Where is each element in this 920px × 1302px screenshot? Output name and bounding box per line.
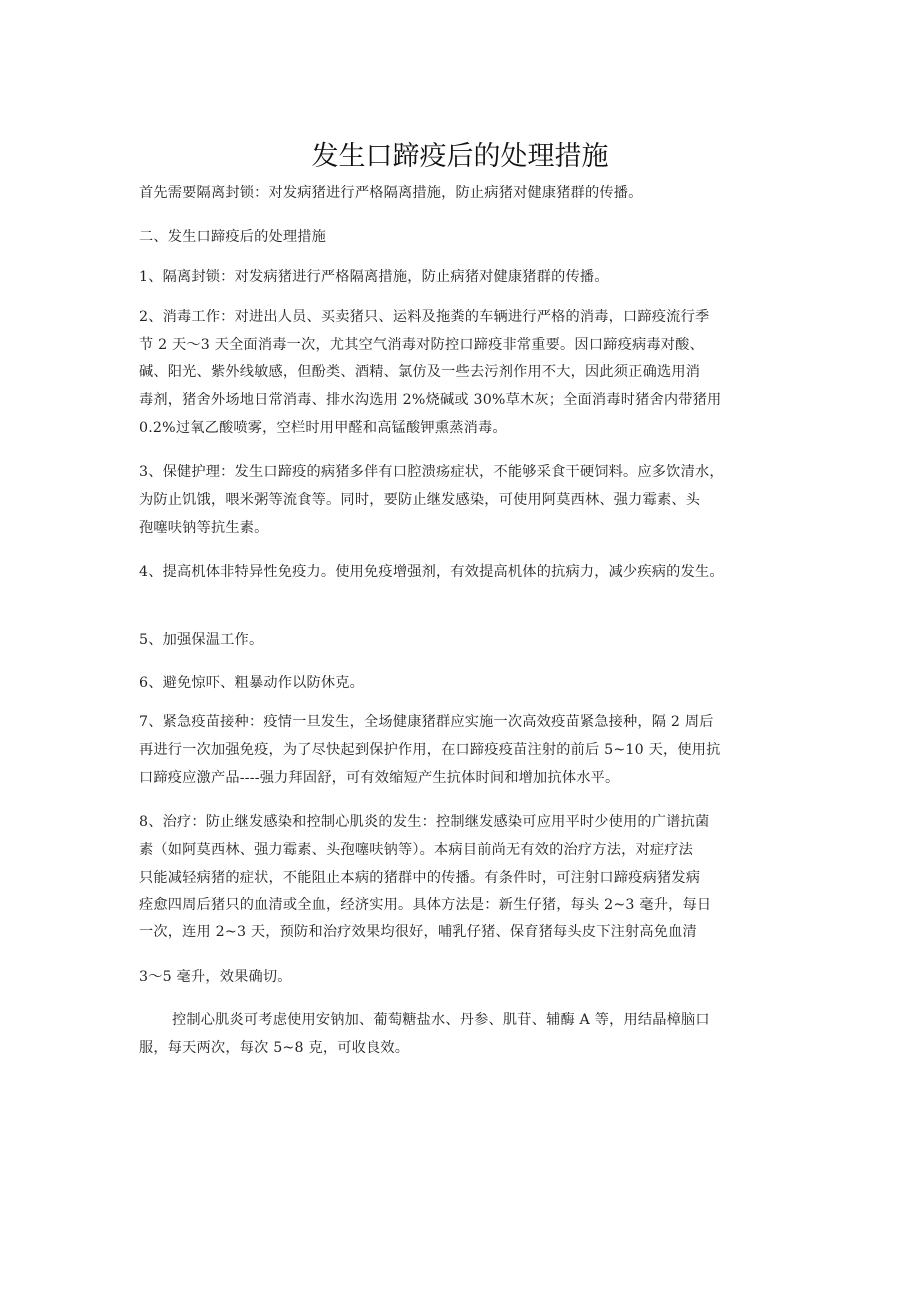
document-title: 发生口蹄疫后的处理措施 xyxy=(311,141,609,172)
item-2-line: 毒剂，猪舍外场地日常消毒、排水沟选用 2%烧碱或 30%草木灰；全面消毒时猪舍内带猪用 xyxy=(139,392,722,408)
item-1-line: 1、隔离封锁：对发病猪进行严格隔离措施，防止病猪对健康猪群的传播。 xyxy=(139,269,609,285)
item-2-line: 0.2%过氧乙酸喷雾，空栏时用甲醛和高锰酸钾熏蒸消毒。 xyxy=(139,420,507,436)
item-4-line: 4、提高机体非特异性免疫力。使用免疫增强剂，有效提高机体的抗病力，减少疾病的发生。 xyxy=(139,564,724,580)
item-8-line: 一次，连用 2~3 天，预防和治疗效果均很好，哺乳仔猪、保育猪每头皮下注射高免血清 xyxy=(139,924,697,940)
item-8-line: 素（如阿莫西林、强力霉素、头孢噻呋钠等）。本病目前尚无有效的治疗方法，对症疗法 xyxy=(139,842,694,858)
item-3-line: 为防止饥饿，喂米粥等流食等。同时，要防止继发感染，可使用阿莫西林、强力霉素、头 xyxy=(139,492,701,508)
item-3-line: 3、保健护理：发生口蹄疫的病猪多伴有口腔溃疡症状，不能够采食干硬饲料。应多饮清水， xyxy=(139,464,724,480)
section-heading: 二、发生口蹄疫后的处理措施 xyxy=(139,229,327,245)
item-5-line: 5、加强保温工作。 xyxy=(139,632,264,648)
item-7-line: 再进行一次加强免疫，为了尽快起到保护作用，在口蹄疫疫苗注射的前后 5~10 天，使用抗 xyxy=(139,742,721,758)
item-3-line: 孢噻呋钠等抗生素。 xyxy=(139,520,269,536)
closing-line: 控制心肌炎可考虑使用安钠加、葡萄糖盐水、丹参、肌苷、辅酶 A 等，用结晶樟脑口 xyxy=(172,1012,710,1028)
item-7-line: 口蹄疫应激产品----强力拜固舒，可有效缩短产生抗体时间和增加抗体水平。 xyxy=(139,770,620,786)
item-6-line: 6、避免惊吓、粗暴动作以防休克。 xyxy=(139,675,365,691)
item-8-line: 8、治疗：防止继发感染和控制心肌炎的发生：控制继发感染可应用平时少使用的广谱抗菌 xyxy=(139,814,710,830)
item-2-line: 2、消毒工作：对进出人员、买卖猪只、运料及拖粪的车辆进行严格的消毒，口蹄疫流行季 xyxy=(139,309,710,325)
closing-line: 服，每天两次，每次 5~8 克，可收良效。 xyxy=(139,1040,410,1056)
continuation-line: 3～5 毫升，效果确切。 xyxy=(139,969,292,985)
item-2-line: 节 2 天～3 天全面消毒一次，尤其空气消毒对防控口蹄疫非常重要。因口蹄疫病毒对酸、 xyxy=(139,337,704,353)
intro-paragraph: 首先需要隔离封锁：对发病猪进行严格隔离措施，防止病猪对健康猪群的传播。 xyxy=(139,185,643,201)
item-8-line: 只能减轻病猪的症状，不能阻止本病的猪群中的传播。有条件时，可注射口蹄疫病猪发病 xyxy=(139,870,701,886)
item-7-line: 7、紧急疫苗接种：疫情一旦发生，全场健康猪群应实施一次高效疫苗紧急接种，隔 2 周后 xyxy=(139,714,714,730)
item-2-line: 碱、阳光、紫外线敏感，但酚类、酒精、氯仿及一些去污剂作用不大，因此须正确选用消 xyxy=(139,364,701,380)
item-8-line: 痊愈四周后猪只的血清或全血，经济实用。具体方法是：新生仔猪，每头 2~3 毫升，每日 xyxy=(139,897,712,913)
